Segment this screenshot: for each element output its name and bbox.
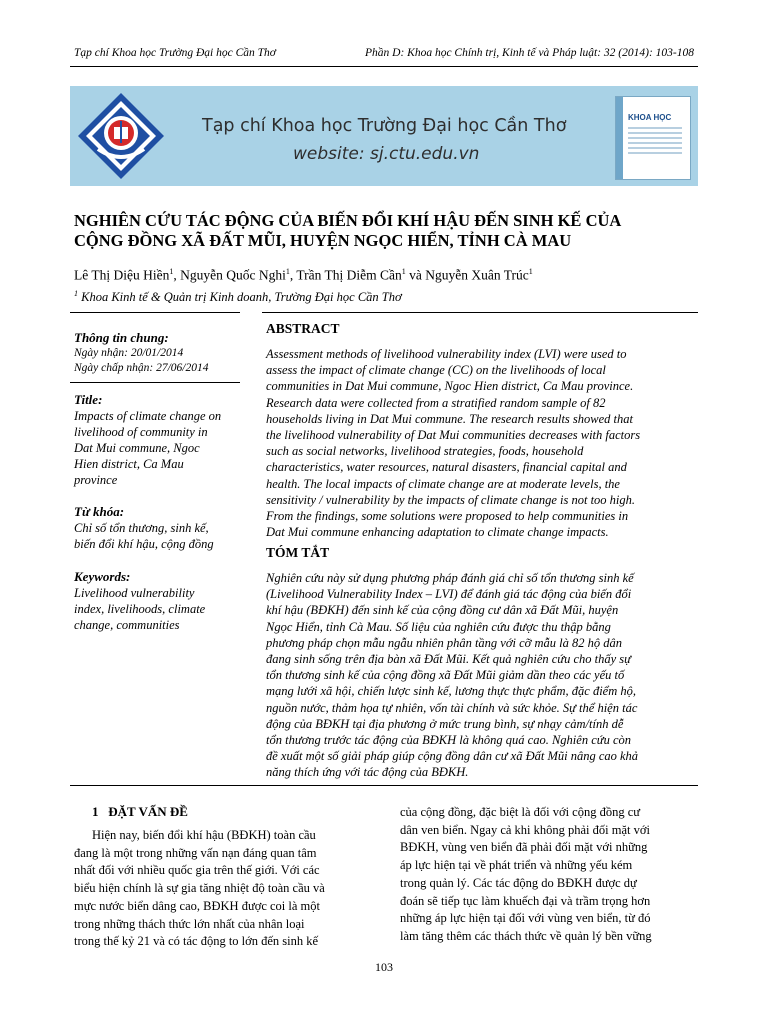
keywords-line: change, communities bbox=[74, 618, 180, 632]
tomtat-text bbox=[266, 570, 696, 781]
english-title-line: Hien district, Ca Mau bbox=[74, 457, 184, 471]
affiliation-mark: 1 bbox=[74, 289, 78, 298]
title-heading: Title: bbox=[74, 392, 103, 407]
author-separator: và bbox=[405, 267, 426, 283]
banner-journal-title: Tạp chí Khoa học Trường Đại học Cần Thơ bbox=[202, 116, 567, 136]
body-line: nhất đối với nhiều quốc gia trên thế giới. Với các bbox=[74, 863, 320, 878]
section-1-left-column bbox=[74, 827, 366, 951]
abstract-heading: ABSTRACT bbox=[266, 321, 340, 336]
tomtat-heading: TÓM TẮT bbox=[266, 545, 330, 560]
banner-website: website: sj.ctu.edu.vn bbox=[293, 144, 480, 164]
body-line: làm tăng thêm các thách thức về quản lý bền vững bbox=[400, 928, 652, 943]
english-title-line: Dat Mui commune, Ngoc bbox=[74, 441, 200, 455]
body-line: áp lực hiện tại về phát triển và những yếu kém bbox=[400, 858, 633, 873]
tomtat-line: đề xuất một số giải pháp giúp cộng đồng dân cư xã Đất Mũi nâng cao khả bbox=[266, 749, 639, 764]
accepted-date: Ngày chấp nhận: 27/06/2014 bbox=[74, 362, 209, 374]
author-name: Lê Thị Diệu Hiền bbox=[74, 267, 170, 283]
cover-title: KHOA HỌC bbox=[628, 113, 672, 122]
author-affiliation-mark: 1 bbox=[528, 267, 533, 276]
tomtat-line: động của BĐKH tại địa phương ở mức trung bình, sự nhạy cảm/tính dễ bbox=[266, 716, 624, 731]
running-header-section: Phần D: Khoa học Chính trị, Kinh tế và Pháp luật: 32 (2014): 103-108 bbox=[365, 47, 694, 59]
author-affiliation-mark: 1 bbox=[401, 267, 406, 276]
tomtat-line: tổn thương trước tác động của BĐKH là không quá cao. Nghiên cứu còn bbox=[266, 733, 631, 748]
abstract-line: characteristics, water resources, natural disasters, financial capital and bbox=[266, 460, 627, 475]
body-line: dân ven biển. Ngay cả khi không phải đối mặt với bbox=[400, 822, 650, 837]
abstract-bottom-rule bbox=[70, 785, 698, 786]
body-line: mực nước biển dâng cao, BĐKH được coi là một bbox=[74, 898, 320, 913]
vn-keywords-line: Chỉ số tổn thương, sinh kế, bbox=[74, 521, 209, 535]
english-title-line: livelihood of community in bbox=[74, 425, 208, 439]
abstract-line: sensitivity / vulnerability by the impacts of climate change is not too high. bbox=[266, 492, 636, 507]
affiliation-text: Khoa Kinh tế & Quản trị Kinh doanh, Trường Đại học Cần Thơ bbox=[78, 290, 402, 305]
author-separator: , bbox=[173, 267, 181, 283]
article-title bbox=[74, 211, 694, 251]
keywords-heading: Keywords: bbox=[74, 569, 131, 584]
info-heading: Thông tin chung: bbox=[74, 330, 169, 345]
tomtat-line: Nghiên cứu này sử dụng phương pháp đánh giá chỉ số tổn thương sinh kế bbox=[266, 571, 634, 585]
tomtat-line: đang sinh sống trên địa bàn xã Đất Mũi. Kết quả nghiên cứu cho thấy sự bbox=[266, 652, 631, 667]
article-title-line: NGHIÊN CỨU TÁC ĐỘNG CỦA BIẾN ĐỔI KHÍ HẬU ĐẾN SINH KẾ CỦA bbox=[74, 211, 622, 230]
tomtat-line: mạng lưới xã hội, chiến lược sinh kế, lương thực thực phẩm, đặc điểm hộ, bbox=[266, 684, 637, 699]
body-line: trong thế kỷ 21 và có tác động to lớn đến sinh kế bbox=[74, 934, 319, 949]
university-logo-icon bbox=[76, 91, 166, 181]
body-line: Hiện nay, biến đổi khí hậu (BĐKH) toàn cầu bbox=[92, 828, 316, 842]
sidebar-divider bbox=[70, 382, 240, 383]
author-name: Trần Thị Diễm Cần bbox=[296, 267, 402, 283]
cover-strip bbox=[616, 97, 623, 179]
journal-cover-thumbnail bbox=[615, 96, 691, 180]
abstract-line: the livelihood vulnerability of Dat Mui communities decreases with factors bbox=[266, 428, 641, 443]
keywords-line: Livelihood vulnerability bbox=[74, 586, 195, 600]
header-rule bbox=[70, 66, 698, 67]
sidebar-rule bbox=[70, 312, 240, 313]
body-line: biểu hiện chính là sự gia tăng nhiệt độ toàn cầu và bbox=[74, 881, 325, 896]
abstract-line: households living in Dat Mui commune. The research results showed that bbox=[266, 411, 633, 426]
author-affiliation-mark: 1 bbox=[285, 267, 290, 276]
tomtat-line: nguồn nước, thảm họa tự nhiên, vốn tài chính và sức khỏe. Sự thể hiện tác bbox=[266, 700, 638, 715]
abstract-line: communities in Dat Mui commune, Ngoc Hien district, Ca Mau province. bbox=[266, 379, 634, 394]
body-line: đang là một trong những vấn nạn đáng quan tâm bbox=[74, 845, 317, 860]
tomtat-line: năng thích ứng với tác động của BĐKH. bbox=[266, 765, 469, 780]
tomtat-line: Ngọc Hiển, tỉnh Cà Mau. Số liệu của nghiên cứu được thu thập bằng bbox=[266, 619, 611, 634]
received-date: Ngày nhận: 20/01/2014 bbox=[74, 347, 184, 359]
tomtat-line: tổn thương sinh kế của cộng đồng xã Đất Mũi giảm dần theo các yếu tố bbox=[266, 668, 625, 683]
tomtat-line: (Livelihood Vulnerability Index – LVI) để đánh giá tác động của biến đổi bbox=[266, 587, 632, 602]
english-title-line: Impacts of climate change on bbox=[74, 409, 222, 423]
english-title bbox=[74, 408, 249, 488]
author-name: Nguyễn Quốc Nghi bbox=[180, 267, 286, 283]
english-title-line: province bbox=[74, 473, 118, 487]
author-list bbox=[74, 267, 533, 284]
abstract-line: such as social networks, livelihood strategies, foods, household bbox=[266, 444, 584, 459]
page-number: 103 bbox=[375, 960, 393, 974]
vn-keywords-line: biến đổi khí hậu, cộng đồng bbox=[74, 537, 214, 551]
tomtat-line: khí hậu (BĐKH) đến sinh kế của cộng đồng cư dân xã Đất Mũi, huyện bbox=[266, 603, 619, 618]
author-separator: , bbox=[289, 267, 297, 283]
body-line: BĐKH, vùng ven biển đã phải đối mặt với những bbox=[400, 840, 648, 855]
abstract-text bbox=[266, 346, 696, 540]
vn-keywords bbox=[74, 520, 249, 552]
abstract-line: Dat Mui commune enhancing adaptation to climate change impacts. bbox=[266, 525, 609, 540]
author-affiliation bbox=[74, 289, 402, 305]
cover-text-lines bbox=[628, 127, 682, 157]
keywords bbox=[74, 585, 249, 633]
body-line: trong quản lý. Các tác động do BĐKH được dự bbox=[400, 875, 637, 890]
running-header-journal: Tạp chí Khoa học Trường Đại học Cần Thơ bbox=[74, 47, 276, 59]
body-line: của cộng đồng, đặc biệt là đối với cộng đồng cư bbox=[400, 805, 641, 819]
abstract-line: health. The local impacts of climate change are at moderate levels, the bbox=[266, 476, 620, 491]
journal-banner bbox=[70, 86, 698, 186]
section-1-right-column bbox=[400, 804, 694, 946]
abstract-line: assess the impact of climate change (CC) on the livelihoods of local bbox=[266, 363, 606, 378]
abstract-line: Assessment methods of livelihood vulnerability index (LVI) were used to bbox=[266, 347, 627, 361]
vn-keywords-heading: Từ khóa: bbox=[74, 504, 125, 519]
author-affiliation-mark: 1 bbox=[169, 267, 174, 276]
abstract-line: Research data were collected from a stratified random sample of 82 bbox=[266, 395, 606, 410]
tomtat-line: phương pháp chọn mẫu ngẫu nhiên phân tầng với cỡ mẫu là 82 hộ dân bbox=[266, 635, 622, 650]
abstract-rule bbox=[262, 312, 698, 313]
author-name: Nguyễn Xuân Trúc bbox=[425, 267, 529, 283]
article-title-line: CỘNG ĐỒNG XÃ ĐẤT MŨI, HUYỆN NGỌC HIỂN, TỈNH CÀ MAU bbox=[74, 231, 572, 250]
body-line: đoán sẽ tiếp tục làm khuếch đại và trầm trọng hơn bbox=[400, 893, 651, 908]
body-line: những áp lực hiện tại đối với vùng ven biển, từ đó bbox=[400, 911, 651, 926]
keywords-line: index, livelihoods, climate bbox=[74, 602, 206, 616]
section-1-heading: 1 ĐẶT VẤN ĐỀ bbox=[92, 804, 188, 819]
body-line: trong những thách thức lớn nhất của nhân loại bbox=[74, 916, 305, 931]
abstract-line: From the findings, some solutions were proposed to help communities in bbox=[266, 509, 629, 524]
